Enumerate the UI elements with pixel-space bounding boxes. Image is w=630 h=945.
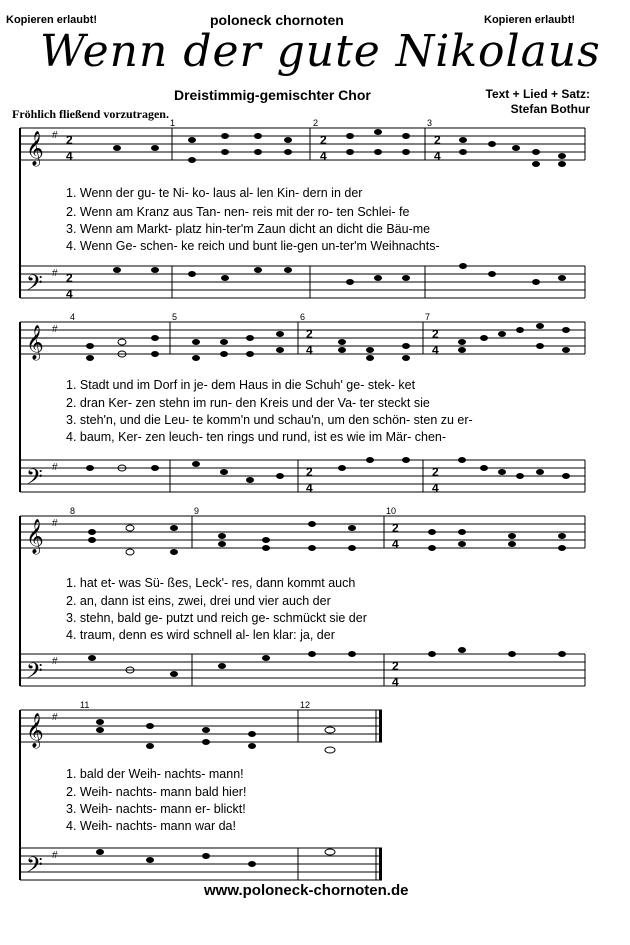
lyric-line-1: 1. hat et- was Sü- ßes, Leck'- res, dann kommt auch — [66, 576, 356, 590]
copy-notice-left: Kopieren erlaubt! — [6, 14, 98, 26]
lyric-line-3: 3. Weih- nachts- mann er- blickt! — [66, 802, 246, 816]
time-sig-top: 2 — [432, 327, 439, 341]
measure-number: 11 — [80, 700, 90, 710]
song-title: Wenn der gute Nikolaus — [40, 26, 601, 77]
subtitle: Dreistimmig-gemischter Chor — [174, 87, 371, 103]
measure-number: 12 — [300, 700, 311, 710]
time-sig-bottom: 4 — [320, 149, 327, 163]
site-name: poloneck chornoten — [210, 12, 344, 28]
lyric-line-2: 2. Weih- nachts- mann bald hier! — [66, 785, 247, 799]
time-sig-top: 2 — [432, 465, 439, 479]
measure-number: 9 — [194, 506, 200, 516]
credits-line-2: Stefan Bothur — [510, 102, 590, 116]
time-sig-top: 2 — [306, 327, 313, 341]
measure-number: 5 — [172, 312, 178, 322]
measure-number: 3 — [427, 118, 433, 128]
svg-text:𝄢: 𝄢 — [26, 464, 43, 494]
measure-number: 10 — [386, 506, 397, 516]
svg-text:𝄞: 𝄞 — [26, 520, 44, 553]
time-sig-bottom: 4 — [306, 343, 313, 357]
time-sig-bottom: 4 — [66, 287, 73, 301]
svg-text:𝄞: 𝄞 — [26, 326, 44, 359]
svg-text:𝄢: 𝄢 — [26, 270, 43, 300]
time-sig-top: 2 — [434, 133, 441, 147]
svg-text:#: # — [52, 462, 58, 473]
measure-number: 7 — [425, 312, 431, 322]
lyric-line-1: 1. Stadt und im Dorf in je- dem Haus in die Schuh' ge- stek- ket — [66, 378, 416, 392]
footer-url[interactable]: www.poloneck-chornoten.de — [204, 882, 409, 899]
measure-number: 1 — [170, 118, 176, 128]
time-sig-top: 2 — [66, 133, 73, 147]
tempo-marking: Fröhlich fließend vorzutragen. — [12, 107, 169, 121]
credits — [486, 87, 590, 117]
time-sig-bottom: 4 — [432, 343, 439, 357]
lyric-line-1: 1. Wenn der gu- te Ni- ko- laus al- len Kin- dern in der — [66, 186, 363, 200]
lyric-line-2: 2. dran Ker- zen stehn im run- den Kreis und der Va- ter steckt sie — [66, 396, 430, 410]
svg-text:𝄞: 𝄞 — [26, 714, 44, 747]
measure-number: 2 — [313, 118, 319, 128]
credits-line-1: Text + Lied + Satz: — [485, 87, 590, 101]
time-sig-bottom: 4 — [392, 537, 399, 551]
time-sig-top: 2 — [320, 133, 327, 147]
svg-text:#: # — [52, 268, 58, 279]
lyric-line-2: 2. an, dann ist eins, zwei, drei und vier auch der — [66, 594, 331, 608]
system-4 — [0, 700, 630, 885]
svg-text:#: # — [52, 712, 58, 723]
lyric-line-4: 4. Wenn Ge- schen- ke reich und bunt lie-gen un-ter'm Weihnachts- — [66, 239, 440, 253]
measure-number: 4 — [70, 312, 76, 322]
time-sig-bottom: 4 — [434, 149, 441, 163]
lyric-line-3: 3. Wenn am Markt- platz hin-ter'm Zaun dicht an dicht die Bäu-me — [66, 222, 431, 236]
svg-text:𝄢: 𝄢 — [26, 852, 43, 882]
time-sig-top: 2 — [66, 271, 73, 285]
copy-notice-right: Kopieren erlaubt! — [484, 14, 576, 26]
measure-number: 6 — [300, 312, 306, 322]
lyric-line-2: 2. Wenn am Kranz aus Tan- nen- reis mit der ro- ten Schlei- fe — [66, 205, 410, 219]
svg-text:#: # — [52, 518, 58, 529]
lyric-line-4: 4. baum, Ker- zen leuch- ten rings und rund, ist es wie im Mär- chen- — [66, 430, 447, 444]
lyric-line-3: 3. steh'n, und die Leu- te komm'n und schau'n, um den schön- sten zu er- — [66, 413, 473, 427]
time-sig-top: 2 — [306, 465, 313, 479]
time-sig-top: 2 — [392, 659, 399, 673]
svg-text:𝄞: 𝄞 — [26, 132, 44, 165]
lyric-line-4: 4. Weih- nachts- mann war da! — [66, 819, 236, 833]
system-2 — [0, 312, 630, 497]
svg-text:#: # — [52, 324, 58, 335]
lyric-line-4: 4. traum, denn es wird schnell al- len klar: ja, der — [66, 628, 335, 642]
time-sig-bottom: 4 — [306, 481, 313, 495]
time-sig-bottom: 4 — [432, 481, 439, 495]
time-sig-bottom: 4 — [66, 149, 73, 163]
svg-text:#: # — [52, 656, 58, 667]
svg-text:#: # — [52, 130, 58, 141]
measure-number: 8 — [70, 506, 76, 516]
time-sig-bottom: 4 — [392, 675, 399, 689]
lyric-line-1: 1. bald der Weih- nachts- mann! — [66, 767, 244, 781]
time-sig-top: 2 — [392, 521, 399, 535]
system-3 — [0, 506, 630, 691]
svg-text:𝄢: 𝄢 — [26, 658, 43, 688]
lyric-line-3: 3. stehn, bald ge- putzt und reich ge- schmückt sie der — [66, 611, 367, 625]
svg-text:#: # — [52, 850, 58, 861]
system-1 — [0, 118, 630, 303]
